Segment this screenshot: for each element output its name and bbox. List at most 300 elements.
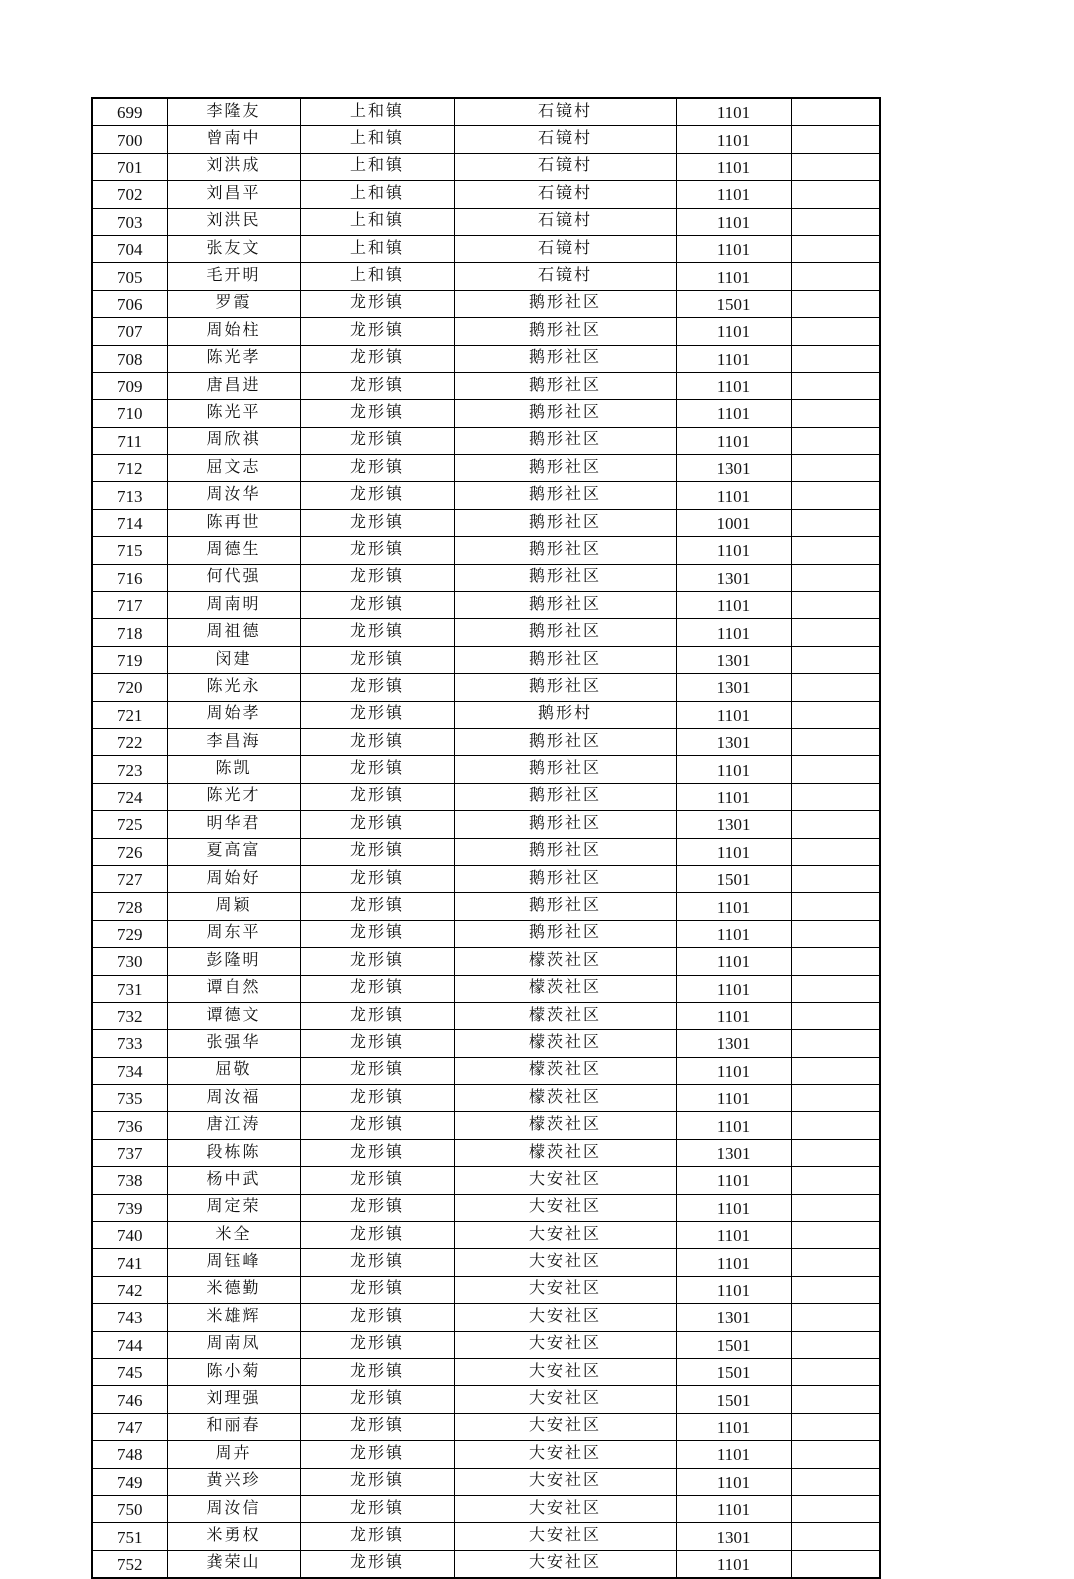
code-cell: 1101 (676, 948, 791, 975)
town-cell: 上和镇 (300, 153, 454, 180)
town-cell: 龙形镇 (300, 756, 454, 783)
name-cell: 唐昌进 (167, 372, 300, 399)
village-cell: 鹅形社区 (454, 838, 676, 865)
town-cell: 上和镇 (300, 181, 454, 208)
serial-number-cell: 719 (92, 646, 167, 673)
town-cell: 龙形镇 (300, 1495, 454, 1522)
table-row (92, 208, 880, 235)
code-cell: 1101 (676, 1468, 791, 1495)
table-row (92, 537, 880, 564)
remark-cell (791, 537, 880, 564)
name-cell: 米雄辉 (167, 1304, 300, 1331)
table-row (92, 948, 880, 975)
remark-cell (791, 427, 880, 454)
code-cell: 1301 (676, 1523, 791, 1550)
remark-cell (791, 345, 880, 372)
name-cell: 米德勤 (167, 1276, 300, 1303)
name-cell: 陈光才 (167, 783, 300, 810)
village-cell: 鹅形社区 (454, 920, 676, 947)
serial-number-cell: 737 (92, 1139, 167, 1166)
town-cell: 龙形镇 (300, 1304, 454, 1331)
village-cell: 檬茨社区 (454, 1030, 676, 1057)
code-cell: 1101 (676, 400, 791, 427)
village-cell: 鹅形社区 (454, 756, 676, 783)
code-cell: 1101 (676, 208, 791, 235)
table-row (92, 1550, 880, 1578)
serial-number-cell: 718 (92, 619, 167, 646)
table-row (92, 455, 880, 482)
serial-number-cell: 748 (92, 1441, 167, 1468)
serial-number-cell: 724 (92, 783, 167, 810)
code-cell: 1101 (676, 345, 791, 372)
table-row (92, 838, 880, 865)
remark-cell (791, 811, 880, 838)
table-row (92, 646, 880, 673)
code-cell: 1101 (676, 838, 791, 865)
town-cell: 龙形镇 (300, 1194, 454, 1221)
name-cell: 明华君 (167, 811, 300, 838)
serial-number-cell: 743 (92, 1304, 167, 1331)
code-cell: 1101 (676, 372, 791, 399)
town-cell: 龙形镇 (300, 865, 454, 892)
town-cell: 龙形镇 (300, 1057, 454, 1084)
remark-cell (791, 455, 880, 482)
serial-number-cell: 704 (92, 235, 167, 262)
remark-cell (791, 1002, 880, 1029)
serial-number-cell: 721 (92, 701, 167, 728)
code-cell: 1101 (676, 1002, 791, 1029)
table-row (92, 1085, 880, 1112)
town-cell: 龙形镇 (300, 893, 454, 920)
code-cell: 1301 (676, 1139, 791, 1166)
serial-number-cell: 702 (92, 181, 167, 208)
name-cell: 周德生 (167, 537, 300, 564)
serial-number-cell: 714 (92, 509, 167, 536)
name-cell: 周南凤 (167, 1331, 300, 1358)
name-cell: 段栋陈 (167, 1139, 300, 1166)
name-cell: 李昌海 (167, 728, 300, 755)
table-row (92, 1304, 880, 1331)
name-cell: 周卉 (167, 1441, 300, 1468)
name-cell: 张友文 (167, 235, 300, 262)
serial-number-cell: 710 (92, 400, 167, 427)
name-cell: 刘洪成 (167, 153, 300, 180)
town-cell: 龙形镇 (300, 1413, 454, 1440)
village-cell: 鹅形社区 (454, 318, 676, 345)
name-cell: 陈光孝 (167, 345, 300, 372)
table-row (92, 1139, 880, 1166)
table-row (92, 1112, 880, 1139)
name-cell: 屈文志 (167, 455, 300, 482)
serial-number-cell: 701 (92, 153, 167, 180)
code-cell: 1001 (676, 509, 791, 536)
table-row (92, 427, 880, 454)
serial-number-cell: 726 (92, 838, 167, 865)
village-cell: 鹅形社区 (454, 592, 676, 619)
serial-number-cell: 744 (92, 1331, 167, 1358)
table-row (92, 1441, 880, 1468)
remark-cell (791, 153, 880, 180)
village-cell: 大安社区 (454, 1495, 676, 1522)
name-cell: 米全 (167, 1222, 300, 1249)
town-cell: 龙形镇 (300, 1249, 454, 1276)
village-cell: 石镜村 (454, 126, 676, 153)
town-cell: 龙形镇 (300, 1030, 454, 1057)
village-cell: 鹅形社区 (454, 865, 676, 892)
serial-number-cell: 707 (92, 318, 167, 345)
serial-number-cell: 709 (92, 372, 167, 399)
table-row (92, 318, 880, 345)
remark-cell (791, 1276, 880, 1303)
serial-number-cell: 742 (92, 1276, 167, 1303)
remark-cell (791, 619, 880, 646)
village-cell: 檬茨社区 (454, 1085, 676, 1112)
village-cell: 大安社区 (454, 1194, 676, 1221)
code-cell: 1301 (676, 674, 791, 701)
village-cell: 大安社区 (454, 1441, 676, 1468)
name-cell: 周始孝 (167, 701, 300, 728)
serial-number-cell: 725 (92, 811, 167, 838)
code-cell: 1101 (676, 756, 791, 783)
remark-cell (791, 400, 880, 427)
name-cell: 周始好 (167, 865, 300, 892)
table-row (92, 811, 880, 838)
table-row (92, 1413, 880, 1440)
table-row (92, 400, 880, 427)
remark-cell (791, 728, 880, 755)
table-row (92, 1331, 880, 1358)
name-cell: 周东平 (167, 920, 300, 947)
code-cell: 1101 (676, 920, 791, 947)
code-cell: 1301 (676, 564, 791, 591)
name-cell: 周钰峰 (167, 1249, 300, 1276)
table-row (92, 1167, 880, 1194)
village-cell: 鹅形社区 (454, 290, 676, 317)
serial-number-cell: 736 (92, 1112, 167, 1139)
table-row (92, 1468, 880, 1495)
remark-cell (791, 126, 880, 153)
code-cell: 1101 (676, 1112, 791, 1139)
town-cell: 龙形镇 (300, 1276, 454, 1303)
remark-cell (791, 509, 880, 536)
name-cell: 罗霞 (167, 290, 300, 317)
remark-cell (791, 564, 880, 591)
name-cell: 陈小菊 (167, 1358, 300, 1385)
name-cell: 米勇权 (167, 1523, 300, 1550)
village-cell: 石镜村 (454, 98, 676, 126)
serial-number-cell: 749 (92, 1468, 167, 1495)
table-row (92, 893, 880, 920)
table-row (92, 1386, 880, 1413)
code-cell: 1101 (676, 263, 791, 290)
village-cell: 鹅形社区 (454, 482, 676, 509)
name-cell: 和丽春 (167, 1413, 300, 1440)
village-cell: 檬茨社区 (454, 975, 676, 1002)
table-row (92, 783, 880, 810)
village-cell: 大安社区 (454, 1386, 676, 1413)
remark-cell (791, 1112, 880, 1139)
table-row (92, 592, 880, 619)
code-cell: 1101 (676, 893, 791, 920)
serial-number-cell: 716 (92, 564, 167, 591)
town-cell: 上和镇 (300, 208, 454, 235)
serial-number-cell: 740 (92, 1222, 167, 1249)
serial-number-cell: 735 (92, 1085, 167, 1112)
village-cell: 鹅形社区 (454, 674, 676, 701)
remark-cell (791, 1194, 880, 1221)
serial-number-cell: 712 (92, 455, 167, 482)
remark-cell (791, 1523, 880, 1550)
town-cell: 龙形镇 (300, 427, 454, 454)
remark-cell (791, 263, 880, 290)
remark-cell (791, 1358, 880, 1385)
table-row (92, 1523, 880, 1550)
code-cell: 1101 (676, 592, 791, 619)
serial-number-cell: 747 (92, 1413, 167, 1440)
remark-cell (791, 372, 880, 399)
name-cell: 龚荣山 (167, 1550, 300, 1578)
town-cell: 龙形镇 (300, 1139, 454, 1166)
code-cell: 1101 (676, 619, 791, 646)
serial-number-cell: 711 (92, 427, 167, 454)
town-cell: 龙形镇 (300, 619, 454, 646)
name-cell: 杨中武 (167, 1167, 300, 1194)
town-cell: 龙形镇 (300, 564, 454, 591)
remark-cell (791, 1441, 880, 1468)
code-cell: 1301 (676, 1304, 791, 1331)
town-cell: 龙形镇 (300, 1441, 454, 1468)
village-cell: 石镜村 (454, 208, 676, 235)
serial-number-cell: 706 (92, 290, 167, 317)
table-row (92, 1057, 880, 1084)
serial-number-cell: 732 (92, 1002, 167, 1029)
code-cell: 1101 (676, 1550, 791, 1578)
table-row (92, 372, 880, 399)
serial-number-cell: 723 (92, 756, 167, 783)
village-cell: 大安社区 (454, 1304, 676, 1331)
town-cell: 上和镇 (300, 235, 454, 262)
remark-cell (791, 756, 880, 783)
town-cell: 龙形镇 (300, 728, 454, 755)
town-cell: 龙形镇 (300, 318, 454, 345)
remark-cell (791, 674, 880, 701)
town-cell: 龙形镇 (300, 290, 454, 317)
name-cell: 周汝华 (167, 482, 300, 509)
table-row (92, 1276, 880, 1303)
table-row (92, 701, 880, 728)
table-row (92, 975, 880, 1002)
name-cell: 周始柱 (167, 318, 300, 345)
town-cell: 龙形镇 (300, 811, 454, 838)
code-cell: 1101 (676, 1085, 791, 1112)
remark-cell (791, 1085, 880, 1112)
remark-cell (791, 235, 880, 262)
serial-number-cell: 734 (92, 1057, 167, 1084)
village-cell: 鹅形社区 (454, 400, 676, 427)
remark-cell (791, 592, 880, 619)
town-cell: 龙形镇 (300, 783, 454, 810)
town-cell: 龙形镇 (300, 920, 454, 947)
code-cell: 1101 (676, 1057, 791, 1084)
village-cell: 石镜村 (454, 181, 676, 208)
village-cell: 鹅形社区 (454, 619, 676, 646)
village-cell: 大安社区 (454, 1249, 676, 1276)
remark-cell (791, 1139, 880, 1166)
name-cell: 陈凯 (167, 756, 300, 783)
village-cell: 鹅形村 (454, 701, 676, 728)
remark-cell (791, 893, 880, 920)
town-cell: 龙形镇 (300, 1523, 454, 1550)
name-cell: 彭隆明 (167, 948, 300, 975)
village-cell: 鹅形社区 (454, 564, 676, 591)
village-cell: 鹅形社区 (454, 455, 676, 482)
serial-number-cell: 750 (92, 1495, 167, 1522)
town-cell: 龙形镇 (300, 372, 454, 399)
name-cell: 刘洪民 (167, 208, 300, 235)
village-cell: 檬茨社区 (454, 1139, 676, 1166)
town-cell: 龙形镇 (300, 1002, 454, 1029)
table-row (92, 920, 880, 947)
serial-number-cell: 739 (92, 1194, 167, 1221)
village-cell: 鹅形社区 (454, 345, 676, 372)
remark-cell (791, 318, 880, 345)
name-cell: 周汝福 (167, 1085, 300, 1112)
village-cell: 鹅形社区 (454, 783, 676, 810)
town-cell: 上和镇 (300, 98, 454, 126)
code-cell: 1101 (676, 1167, 791, 1194)
remark-cell (791, 975, 880, 1002)
village-cell: 鹅形社区 (454, 427, 676, 454)
table-row (92, 865, 880, 892)
table-row (92, 126, 880, 153)
code-cell: 1101 (676, 1194, 791, 1221)
village-cell: 檬茨社区 (454, 1002, 676, 1029)
code-cell: 1501 (676, 1358, 791, 1385)
remark-cell (791, 181, 880, 208)
code-cell: 1101 (676, 1276, 791, 1303)
town-cell: 龙形镇 (300, 455, 454, 482)
town-cell: 龙形镇 (300, 1386, 454, 1413)
remark-cell (791, 1249, 880, 1276)
table-row (92, 98, 880, 126)
village-cell: 大安社区 (454, 1222, 676, 1249)
serial-number-cell: 727 (92, 865, 167, 892)
remark-cell (791, 1222, 880, 1249)
serial-number-cell: 741 (92, 1249, 167, 1276)
village-cell: 檬茨社区 (454, 948, 676, 975)
table-row (92, 756, 880, 783)
serial-number-cell: 720 (92, 674, 167, 701)
code-cell: 1101 (676, 153, 791, 180)
town-cell: 龙形镇 (300, 1112, 454, 1139)
town-cell: 龙形镇 (300, 509, 454, 536)
code-cell: 1101 (676, 318, 791, 345)
code-cell: 1301 (676, 728, 791, 755)
village-cell: 鹅形社区 (454, 893, 676, 920)
code-cell: 1501 (676, 290, 791, 317)
table-row (92, 1358, 880, 1385)
village-cell: 大安社区 (454, 1358, 676, 1385)
town-cell: 龙形镇 (300, 674, 454, 701)
remark-cell (791, 1468, 880, 1495)
code-cell: 1101 (676, 537, 791, 564)
serial-number-cell: 746 (92, 1386, 167, 1413)
roster-table-body (92, 98, 880, 1578)
remark-cell (791, 1331, 880, 1358)
name-cell: 唐江涛 (167, 1112, 300, 1139)
remark-cell (791, 1304, 880, 1331)
code-cell: 1101 (676, 701, 791, 728)
town-cell: 龙形镇 (300, 646, 454, 673)
code-cell: 1101 (676, 975, 791, 1002)
town-cell: 龙形镇 (300, 345, 454, 372)
town-cell: 龙形镇 (300, 838, 454, 865)
town-cell: 龙形镇 (300, 1222, 454, 1249)
name-cell: 屈敬 (167, 1057, 300, 1084)
name-cell: 毛开明 (167, 263, 300, 290)
town-cell: 龙形镇 (300, 1550, 454, 1578)
table-row (92, 1249, 880, 1276)
serial-number-cell: 729 (92, 920, 167, 947)
name-cell: 闵建 (167, 646, 300, 673)
roster-table (91, 97, 881, 1579)
table-row (92, 674, 880, 701)
town-cell: 龙形镇 (300, 1358, 454, 1385)
table-row (92, 235, 880, 262)
code-cell: 1101 (676, 427, 791, 454)
table-row (92, 263, 880, 290)
code-cell: 1301 (676, 455, 791, 482)
remark-cell (791, 290, 880, 317)
village-cell: 鹅形社区 (454, 372, 676, 399)
table-row (92, 1030, 880, 1057)
remark-cell (791, 1167, 880, 1194)
village-cell: 大安社区 (454, 1523, 676, 1550)
remark-cell (791, 865, 880, 892)
town-cell: 上和镇 (300, 263, 454, 290)
village-cell: 鹅形社区 (454, 509, 676, 536)
code-cell: 1101 (676, 98, 791, 126)
village-cell: 鹅形社区 (454, 537, 676, 564)
town-cell: 龙形镇 (300, 482, 454, 509)
table-row (92, 181, 880, 208)
table-row (92, 1495, 880, 1522)
remark-cell (791, 948, 880, 975)
town-cell: 龙形镇 (300, 400, 454, 427)
table-row (92, 1222, 880, 1249)
table-row (92, 482, 880, 509)
serial-number-cell: 713 (92, 482, 167, 509)
serial-number-cell: 752 (92, 1550, 167, 1578)
serial-number-cell: 733 (92, 1030, 167, 1057)
village-cell: 大安社区 (454, 1550, 676, 1578)
table-row (92, 290, 880, 317)
table-row (92, 1002, 880, 1029)
remark-cell (791, 1386, 880, 1413)
village-cell: 石镜村 (454, 235, 676, 262)
code-cell: 1101 (676, 783, 791, 810)
serial-number-cell: 703 (92, 208, 167, 235)
town-cell: 龙形镇 (300, 1331, 454, 1358)
name-cell: 张强华 (167, 1030, 300, 1057)
village-cell: 大安社区 (454, 1276, 676, 1303)
name-cell: 陈光平 (167, 400, 300, 427)
remark-cell (791, 1057, 880, 1084)
name-cell: 陈光永 (167, 674, 300, 701)
name-cell: 周汝信 (167, 1495, 300, 1522)
serial-number-cell: 731 (92, 975, 167, 1002)
table-row (92, 564, 880, 591)
